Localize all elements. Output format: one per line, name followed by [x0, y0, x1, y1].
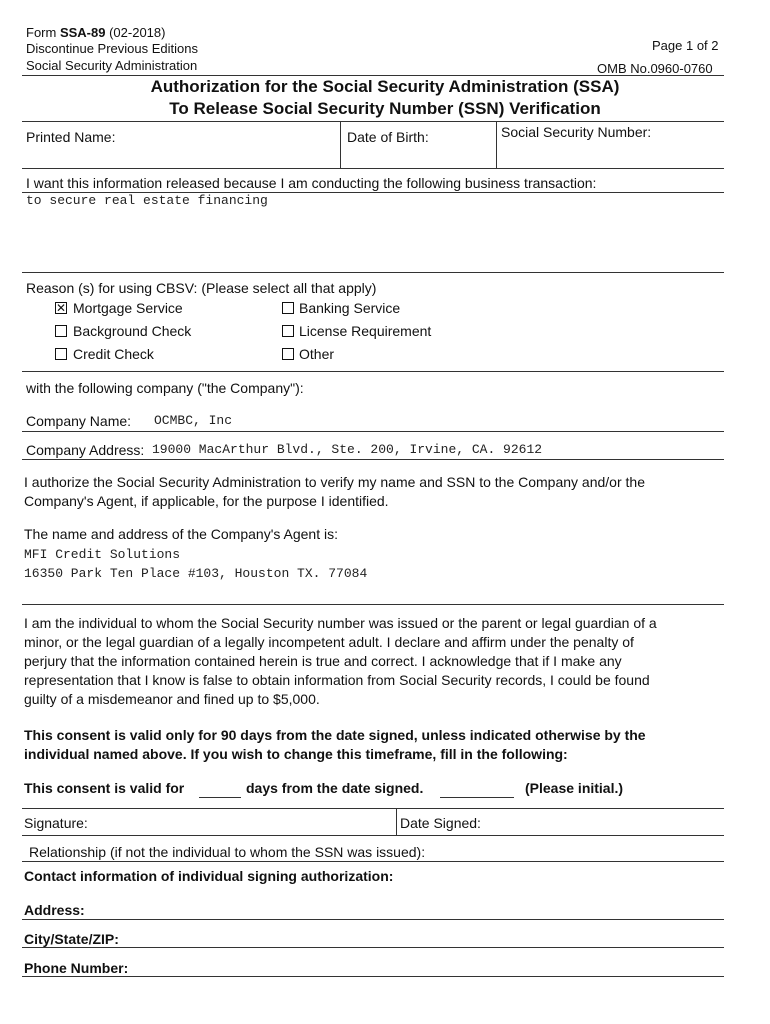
divider	[396, 808, 397, 835]
rule	[22, 272, 724, 273]
rule	[22, 808, 724, 809]
mortgage-service-checkbox[interactable]: ✕	[56, 301, 67, 315]
date-signed-label: Date Signed:	[400, 815, 481, 831]
rule	[22, 976, 724, 977]
banking-service-label: Banking Service	[299, 300, 401, 316]
divider	[496, 121, 497, 168]
rule	[22, 431, 724, 432]
consent-days-field[interactable]	[199, 780, 241, 796]
ssn-field[interactable]	[501, 148, 721, 164]
relationship-field[interactable]	[462, 840, 722, 860]
form-title-line2: To Release Social Security Number (SSN) Verification	[169, 99, 601, 118]
phone-number-label: Phone Number:	[24, 960, 129, 976]
consent-valid-for-label: This consent is valid for	[24, 780, 185, 796]
declaration-line3: perjury that the information contained herein is true and correct. I acknowledge that if I make any	[24, 653, 622, 669]
relationship-label: Relationship (if not the individual to whom the SSN was issued):	[29, 844, 426, 860]
rule	[199, 797, 241, 798]
license-requirement-label: License Requirement	[299, 323, 432, 339]
agent-address-field[interactable]: 16350 Park Ten Place #103, Houston TX. 77084	[24, 566, 368, 581]
form-date: (02-2018)	[105, 25, 166, 40]
agency-name: Social Security Administration	[26, 58, 198, 73]
rule	[22, 604, 724, 605]
agent-label: The name and address of the Company's Agent is:	[24, 526, 338, 542]
omb-number: OMB No.0960-0760	[597, 61, 713, 76]
other-checkbox[interactable]	[282, 348, 294, 360]
signature-field[interactable]	[100, 812, 392, 834]
divider	[340, 121, 341, 168]
printed-name-label: Printed Name:	[26, 129, 116, 145]
printed-name-field[interactable]	[26, 148, 336, 164]
authorize-line2: Company's Agent, if applicable, for the purpose I identified.	[24, 493, 389, 509]
consent-line2: individual named above. If you wish to change this timeframe, fill in the following:	[24, 746, 568, 762]
agent-name-field[interactable]: MFI Credit Solutions	[24, 547, 181, 562]
please-initial-label: (Please initial.)	[525, 780, 624, 796]
rule	[22, 168, 724, 169]
authorize-line1: I authorize the Social Security Administration to verify my name and SSN to the Company and/or the	[24, 474, 645, 490]
declaration-line5: guilty of a misdemeanor and fined up to $5,000.	[24, 691, 320, 707]
form-title-line1: Authorization for the Social Security Administration (SSA)	[150, 77, 620, 96]
background-check-checkbox[interactable]	[55, 325, 67, 337]
credit-check-checkbox[interactable]	[55, 348, 67, 360]
form-id	[26, 25, 165, 40]
transaction-label: I want this information released because I am conducting the following business transaction:	[26, 175, 597, 191]
rule	[440, 797, 514, 798]
rule	[22, 835, 724, 836]
rule	[22, 919, 724, 920]
date-signed-field[interactable]	[492, 812, 722, 834]
discontinue-note: Discontinue Previous Editions	[26, 41, 198, 56]
declaration-line1: I am the individual to whom the Social Security number was issued or the parent or legal guardian of a	[24, 615, 657, 631]
rule	[22, 121, 724, 122]
declaration-line4: representation that I know is false to obtain information from Social Security records, I could be found	[24, 672, 650, 688]
phone-number-field[interactable]	[138, 956, 722, 976]
reasons-label: Reason (s) for using CBSV: (Please select all that apply)	[26, 280, 377, 296]
background-check-label: Background Check	[73, 323, 192, 339]
company-name-label: Company Name:	[26, 413, 132, 429]
company-address-field[interactable]: 19000 MacArthur Blvd., Ste. 200, Irvine, CA. 92612	[152, 442, 543, 457]
declaration-line2: minor, or the legal guardian of a legally incompetent adult. I declare and affirm under the penalty of	[24, 634, 634, 650]
rule	[22, 371, 724, 372]
rule	[22, 947, 724, 948]
city-state-zip-label: City/State/ZIP:	[24, 931, 119, 947]
page-number: Page 1 of 2	[652, 38, 719, 53]
consent-days-from-label: days from the date signed.	[246, 780, 424, 796]
address-label: Address:	[24, 902, 85, 918]
ssn-label: Social Security Number:	[501, 124, 652, 140]
city-state-zip-field[interactable]	[128, 927, 722, 947]
consent-line1: This consent is valid only for 90 days from the date signed, unless indicated otherwise by the	[24, 727, 646, 743]
company-intro: with the following company ("the Company"):	[26, 380, 304, 396]
mortgage-service-label: Mortgage Service	[73, 300, 183, 316]
banking-service-checkbox[interactable]	[282, 302, 294, 314]
form-number: SSA-89	[59, 25, 106, 40]
form-prefix: Form	[26, 25, 60, 40]
license-requirement-checkbox[interactable]	[282, 325, 294, 337]
contact-heading: Contact information of individual signing authorization:	[24, 868, 394, 884]
dob-field[interactable]	[347, 148, 492, 164]
rule	[22, 459, 724, 460]
company-address-label: Company Address:	[26, 442, 145, 458]
dob-label: Date of Birth:	[347, 129, 429, 145]
address-field[interactable]	[92, 898, 722, 918]
transaction-field[interactable]: to secure real estate financing	[26, 193, 268, 208]
consent-initial-field[interactable]	[440, 780, 514, 796]
credit-check-label: Credit Check	[73, 346, 154, 362]
rule	[22, 861, 724, 862]
signature-label: Signature:	[24, 815, 88, 831]
company-name-field[interactable]: OCMBC, Inc	[154, 413, 233, 428]
other-label: Other	[299, 346, 335, 362]
